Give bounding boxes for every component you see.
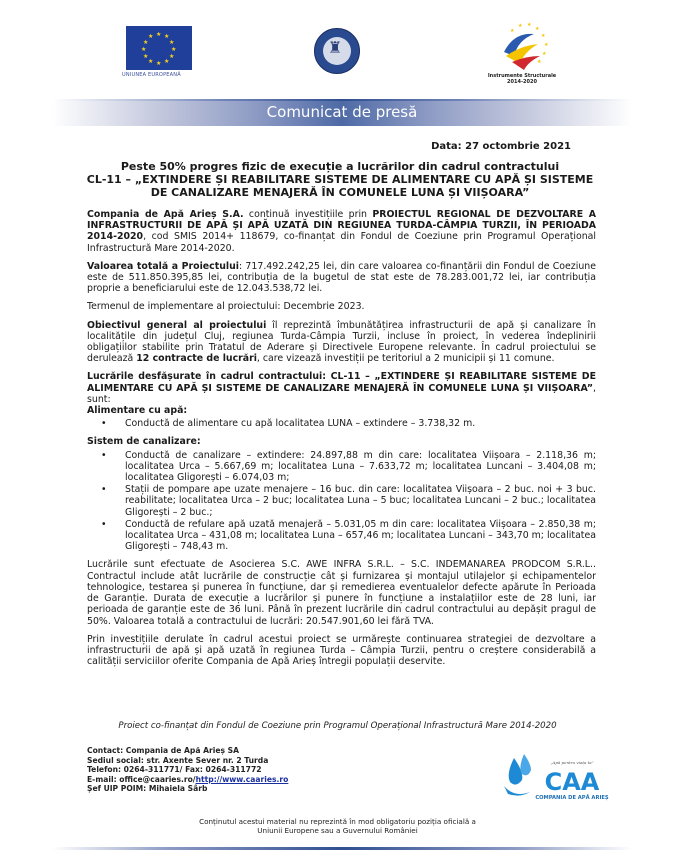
svg-text:★: ★ [537, 59, 542, 65]
disclaimer [0, 817, 675, 835]
logo-header [0, 0, 675, 92]
footer-line [52, 847, 632, 850]
romanian-government-seal [314, 28, 360, 74]
paragraph-contractor: Lucrările sunt efectuate de Asocierea S.C. AWE INFRA S.R.L. – S.C. INDEMANAREA PRODCOM S.R.L.. Contractul include atât lucrările de construcție cât și furnizarea și montajul utilajelor și echipamentelor tehnologice, testarea și punerea în funcțiune, dar și remedierea eventualelor defecte apărute în Perioada de Garanție. Durata de execuție a lucrărilor și punere în funcțiune a instalațiilor este de 28 luni, iar perioada de garanție este de 36 luni. Până în prezent lucrările din cadrul contractului au depășit pragul de 50%. Valoarea totală a contractului de lucrări: 20.547.901,60 lei fără TVA. [87, 559, 596, 627]
svg-text:★: ★ [510, 28, 515, 34]
structural-instruments-logo [494, 22, 550, 72]
company-name: Compania de Apă Arieș S.A. [87, 209, 244, 220]
caa-logo [500, 752, 620, 807]
email-text: E-mail: office@caaries.ro/ [87, 774, 196, 784]
list-item [101, 449, 596, 484]
project-name: PROIECTUL REGIONAL DE DEZVOLTARE A INFRASTRUCTURII DE APĂ ȘI APĂ UZATĂ DIN REGIUNEA TURDA-CÂMPIA TURZII, ÎN PERIOADA 2014-2020 [87, 209, 597, 243]
paragraph-deadline: Termenul de implementare al proiectului: Decembrie 2023. [87, 301, 365, 313]
bullet-icon: • [101, 449, 107, 461]
structural-instruments-label [480, 73, 564, 85]
svg-text:★: ★ [541, 33, 546, 39]
svg-text:★: ★ [544, 42, 549, 48]
paragraph-intro [87, 209, 596, 254]
svg-text:★: ★ [535, 26, 540, 32]
paragraph-strategy: Prin investițiile derulate în cadrul acestui proiect se urmărește continuarea strategiei de dezvoltare a infrastructurii de apă și apă uzată în regiunea Turda – Câmpia Turzii, pentru o creștere considerabilă a calității serviciilor oferite Compania de Apă Arieș întregii populații deservite. [87, 633, 596, 668]
contact-company: Contact: Compania de Apă Arieș SA [87, 746, 239, 755]
works-label: Lucrările desfășurate în cadrul contractului: CL-11 – „EXTINDERE ȘI REABILITARE SISTEME DE ALIMENTARE CU APĂ ȘI SISTEME DE CANALIZARE MENAJERĂ ÎN COMUNELE LUNA ȘI VIIȘOARA” [87, 371, 596, 394]
svg-text:★: ★ [518, 23, 523, 29]
sewer-list [87, 450, 596, 553]
text: , care vizează investiții pe teritoriul a 2 municipii și 11 comune. [256, 353, 555, 365]
headline [80, 160, 600, 199]
text: , sunt: [87, 382, 596, 405]
value-label: Valoarea totală a Proiectului [87, 260, 239, 272]
contact-address: Sediul social: str. Axente Sever nr. 2 Turda [87, 755, 269, 765]
sewer-heading: Sistem de canalizare: [87, 436, 201, 448]
bullet-icon: • [101, 518, 107, 530]
text: îl reprezintă îmbunătățirea infrastructurii de apă și canalizare în localitățile din județul Cluj, regiunea Turda-Câmpia Turzii, incluse în proiect, în vederea îndeplinirii obligațiilor stabilite prin Tratatul de Aderare și Directivele Europene relevante. În cadrul proiectului se derulează [87, 319, 596, 365]
caa-company-name: COMPANIA DE APĂ ARIEȘ [535, 795, 609, 801]
disclaimer-line1: Conținutul acestui material nu reprezintă în mod obligatoriu poziția oficială a [199, 817, 476, 826]
headline-line1: Peste 50% progres fizic de execuție a lucrărilor din cadrul contractului [120, 160, 560, 173]
svg-text:★: ★ [542, 51, 547, 57]
water-heading: Alimentare cu apă: [87, 405, 188, 417]
disclaimer-line2: Uniunii Europene sau a Guvernului României [257, 826, 418, 835]
item-text: Conductă de canalizare – extindere: 24.897,88 m din care: localitatea Viișoara – 2.118,36 m; localitatea Urca – 5.667,69 m; localitatea Luna – 7.633,72 m; localitatea Luncani – 3.404,08 m; localitatea Gligorești – 6.074,03 m; [125, 449, 596, 484]
text: continuă investițiile prin [243, 209, 373, 220]
water-list [87, 418, 596, 429]
svg-text:★: ★ [527, 22, 532, 28]
bullet-icon: • [101, 418, 107, 430]
list-item [101, 418, 596, 430]
item-text: Stații de pompare ape uzate menajere – 16 buc. din care: localitatea Viișoara – 2 buc. noi + 3 buc. reabilitate; localitatea Urca – 2 buc; localitatea Luna – 5 buc; localitatea Luncani – 2 buc.; localitatea Gligorești – 2 buc.; [125, 484, 596, 518]
item-text: Conductă de refulare apă uzată menajeră – 5.031,05 m din care: localitatea Viișoara – 2.850,38 m; localitatea Urca – 431,08 m; localitatea Luna – 657,46 m; localitatea Luncani – 343,70 m; localitatea Gligorești – 748,43 m. [125, 518, 596, 553]
paragraph-works [87, 371, 596, 405]
contact-block [87, 746, 288, 794]
banner-title: Comunicat de presă [266, 103, 418, 121]
text: , cod SMIS 2014+ 118679, co-finanțat din Fondul de Coeziune prin Programul Operațional Infrastructură Mare 2014-2020. [87, 231, 596, 254]
contact-phone: Telefon: 0264-311771/ Fax: 0264-311772 [87, 765, 262, 775]
banner-top-line [52, 99, 632, 101]
item-text: Conductă de alimentare cu apă localitatea LUNA – extindere – 3.738,32 m. [125, 418, 476, 430]
website-link[interactable]: http://www.caaries.ro [195, 774, 289, 784]
objective-label: Obiectivul general al proiectului [87, 319, 267, 331]
bullet-icon: • [101, 484, 107, 496]
eu-flag-logo: ★ ★ ★ ★ ★ ★ ★ ★ ★ ★ ★ ★ [126, 26, 192, 70]
caa-slogan: „Apă pentru viața ta” [550, 760, 594, 765]
headline-line2: CL-11 – „EXTINDERE ȘI REABILITARE SISTEME DE ALIMENTARE CU APĂ ȘI SISTEME DE CANALIZARE MENAJERĂ ÎN COMUNELE LUNA ȘI VIIȘOARA” [86, 173, 594, 199]
contracts-count: 12 contracte de lucrări [136, 353, 257, 365]
eagle-icon: ♜ [328, 38, 343, 57]
is-label-line1: Instrumente Structurale [487, 73, 557, 79]
list-item [101, 518, 596, 553]
release-date: Data: 27 octombrie 2021 [431, 141, 571, 152]
contact-manager: Șef UIP POIM: Mihaiela Sârb [87, 784, 208, 794]
press-release-banner [52, 99, 632, 126]
body-content [87, 209, 596, 674]
contact-email [87, 775, 288, 785]
cofinanced-note: Proiect co-finanțat din Fondul de Coeziune prin Programul Operațional Infrastructură Mare 2014-2020 [118, 721, 557, 731]
text: : 717.492.242,25 lei, din care valoarea co-finanțării din Fondul de Coeziune este de 511.850.395,85 lei, contribuția de la bugetul de stat este de 78.283.001,72 lei, iar contribuția proprie a beneficiarului este de 12.043.538,72 lei. [87, 260, 596, 295]
caa-letters: CAA [544, 768, 600, 796]
paragraph-objective [87, 320, 596, 365]
is-label-line2: 2014-2020 [507, 79, 537, 85]
paragraph-value [87, 261, 596, 295]
eu-label: UNIUNEA EUROPEANĂ [122, 72, 181, 78]
list-item [101, 484, 596, 518]
